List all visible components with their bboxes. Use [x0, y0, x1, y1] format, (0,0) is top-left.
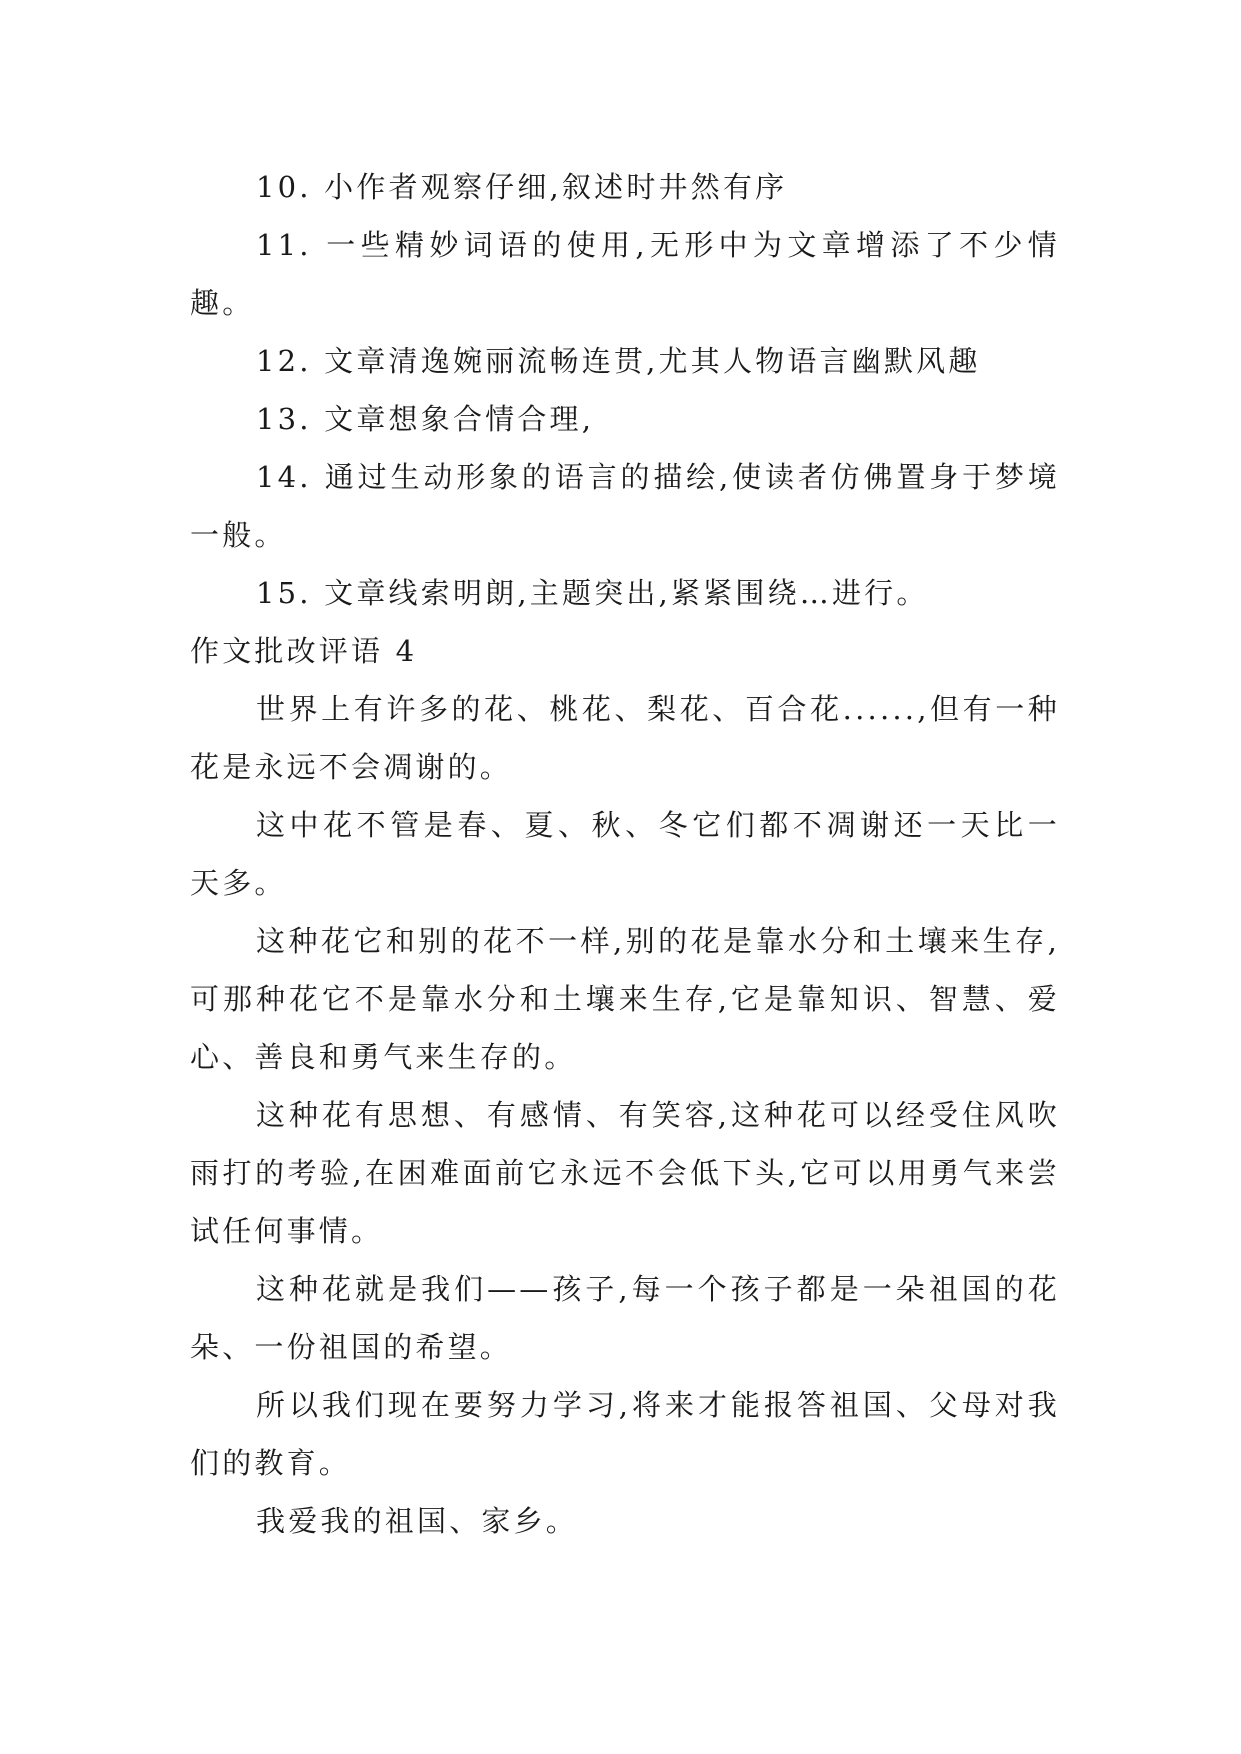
- comment-item-13: 13. 文章想象合情合理,: [256, 402, 595, 436]
- essay-paragraph-7: 我爱我的祖国、家乡。: [256, 1504, 579, 1538]
- essay-paragraph-4: 这种花有思想、有感情、有笑容,这种花可以经受住风吹雨打的考验,在困难面前它永远不会低下头,它可以用勇气来尝试任何事情。: [190, 1098, 1060, 1248]
- document-page: [190, 158, 1060, 1550]
- comment-item-10: 10. 小作者观察仔细,叙述时井然有序: [256, 170, 788, 204]
- section-title: 作文批改评语 4: [190, 634, 418, 668]
- essay-paragraph-1: 世界上有许多的花、桃花、梨花、百合花......,但有一种花是永远不会凋谢的。: [190, 692, 1060, 784]
- comment-item-15: 15. 文章线索明朗,主题突出,紧紧围绕…进行。: [256, 576, 929, 610]
- essay-paragraph-2: 这中花不管是春、夏、秋、冬它们都不凋谢还一天比一天多。: [190, 808, 1060, 900]
- comment-item-11: 11. 一些精妙词语的使用,无形中为文章增添了不少情趣。: [190, 228, 1060, 320]
- essay-paragraph-6: 所以我们现在要努力学习,将来才能报答祖国、父母对我们的教育。: [190, 1388, 1060, 1480]
- essay-paragraph-5: 这种花就是我们——孩子,每一个孩子都是一朵祖国的花朵、一份祖国的希望。: [190, 1272, 1060, 1364]
- essay-paragraph-3: 这种花它和别的花不一样,别的花是靠水分和土壤来生存,可那种花它不是靠水分和土壤来生存,它是靠知识、智慧、爱心、善良和勇气来生存的。: [190, 924, 1060, 1074]
- comment-item-14: 14. 通过生动形象的语言的描绘,使读者仿佛置身于梦境一般。: [190, 460, 1060, 552]
- comment-item-12: 12. 文章清逸婉丽流畅连贯,尤其人物语言幽默风趣: [256, 344, 981, 378]
